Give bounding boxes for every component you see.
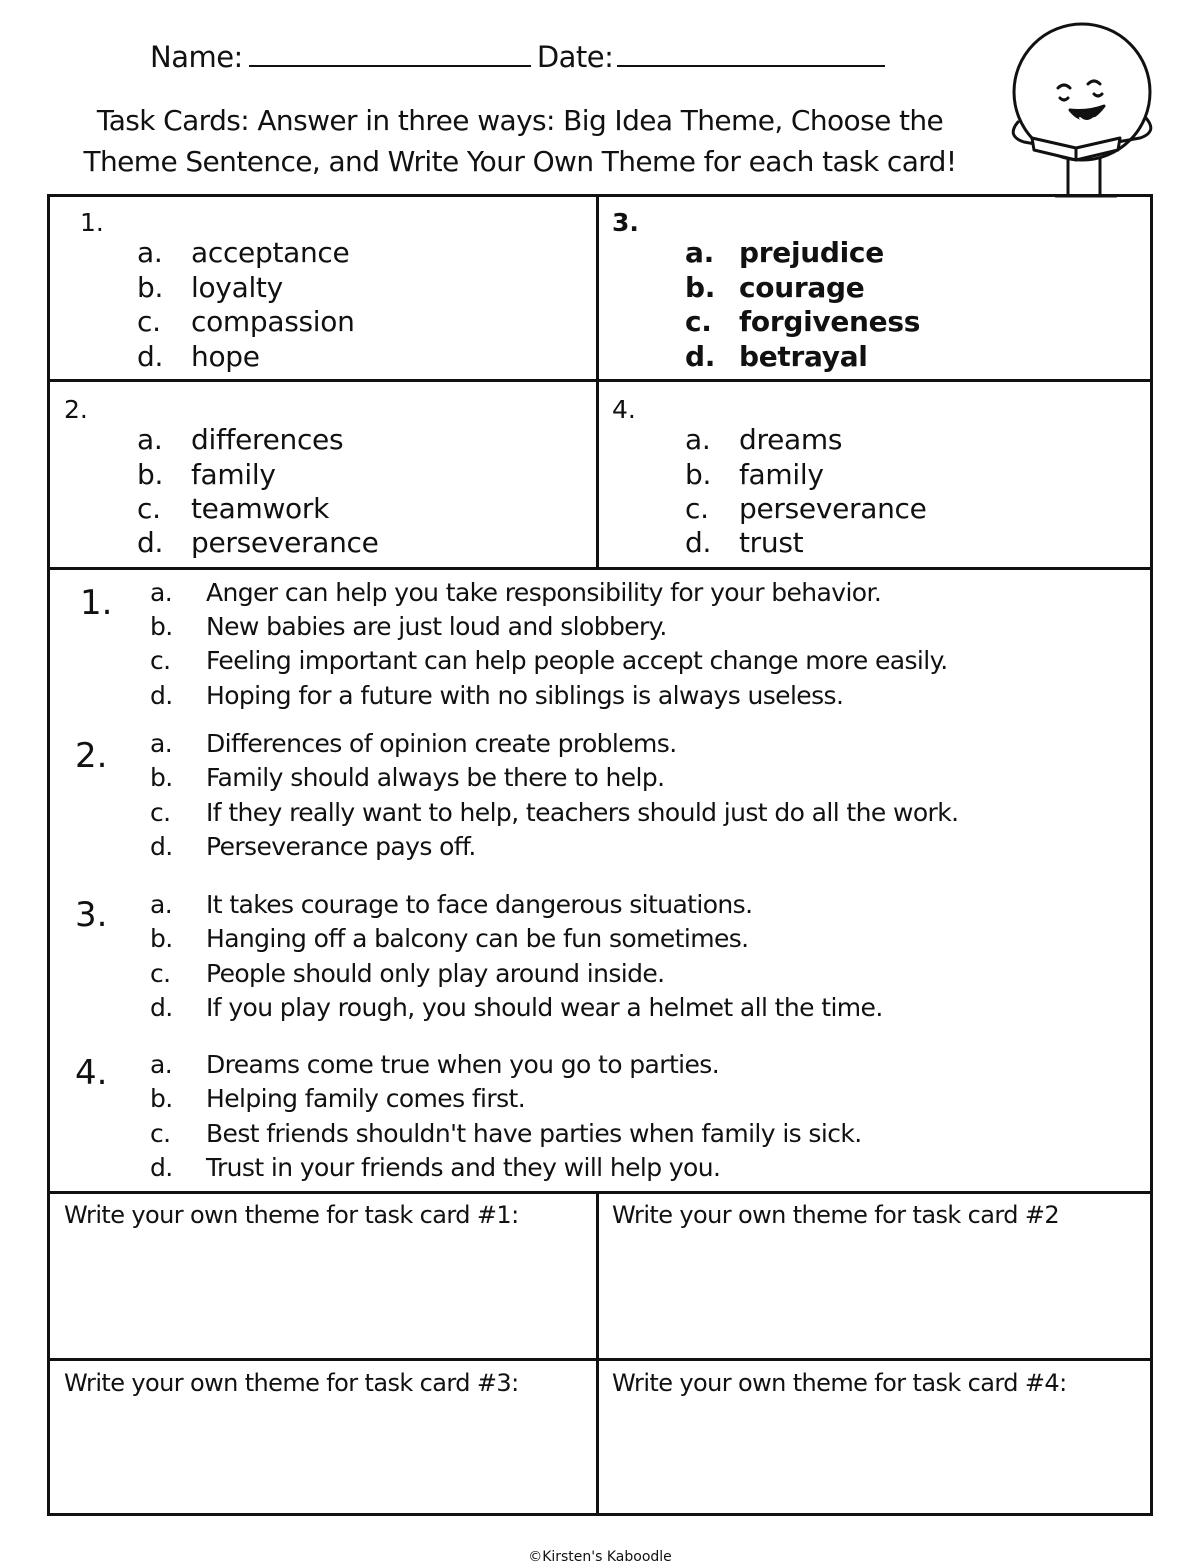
theme-sentence-option[interactable]: a. Dreams come true when you go to parties. xyxy=(150,1050,720,1079)
big-idea-option[interactable]: b. family xyxy=(137,458,276,491)
theme-sentence-option[interactable]: c. If they really want to help, teachers should just do all the work. xyxy=(150,798,959,827)
write-theme-prompt-1: Write your own theme for task card #1: xyxy=(64,1201,519,1229)
big-idea-option[interactable]: b. loyalty xyxy=(137,271,283,304)
big-idea-divider-horizontal xyxy=(47,379,1153,382)
big-idea-number: 3. xyxy=(612,208,639,237)
big-idea-option[interactable]: d. betrayal xyxy=(685,340,868,373)
theme-sentence-option[interactable]: d. Perseverance pays off. xyxy=(150,832,476,861)
write-theme-prompt-4: Write your own theme for task card #4: xyxy=(612,1369,1067,1397)
theme-sentence-number: 2. xyxy=(75,736,108,776)
date-blank[interactable] xyxy=(617,59,885,67)
date-label: Date: xyxy=(536,40,614,74)
theme-sentence-option[interactable]: c. Feeling important can help people accept change more easily. xyxy=(150,646,948,675)
name-blank[interactable] xyxy=(249,59,531,67)
theme-sentence-option[interactable]: a. Differences of opinion create problems. xyxy=(150,729,677,758)
copyright-footer: ©Kirsten's Kaboodle xyxy=(528,1549,672,1565)
big-idea-divider-vertical xyxy=(596,194,599,570)
theme-sentence-option[interactable]: d. If you play rough, you should wear a helmet all the time. xyxy=(150,993,883,1022)
theme-sentence-option[interactable]: b. Family should always be there to help. xyxy=(150,763,665,792)
theme-sentence-option[interactable]: b. Helping family comes first. xyxy=(150,1084,526,1113)
theme-sentence-option[interactable]: c. People should only play around inside. xyxy=(150,959,665,988)
theme-sentence-option[interactable]: a. Anger can help you take responsibility for your behavior. xyxy=(150,578,882,607)
instructions-line-1: Task Cards: Answer in three ways: Big Idea Theme, Choose the xyxy=(96,104,944,137)
write-theme-answer-area-1[interactable] xyxy=(50,1240,596,1358)
big-idea-number: 1. xyxy=(80,208,104,237)
name-date-line xyxy=(150,40,885,74)
theme-sentence-option[interactable]: c. Best friends shouldn't have parties when family is sick. xyxy=(150,1119,862,1148)
big-idea-option[interactable]: b. family xyxy=(685,458,824,491)
big-idea-option[interactable]: d. hope xyxy=(137,340,260,373)
big-idea-option[interactable]: c. forgiveness xyxy=(685,305,921,338)
write-theme-answer-area-3[interactable] xyxy=(50,1408,596,1513)
big-idea-option[interactable]: a. dreams xyxy=(685,423,843,456)
name-label: Name: xyxy=(150,40,243,74)
theme-sentence-number: 4. xyxy=(75,1053,108,1093)
big-idea-option[interactable]: d. trust xyxy=(685,526,804,559)
big-idea-option[interactable]: d. perseverance xyxy=(137,526,379,559)
big-idea-option[interactable]: c. compassion xyxy=(137,305,355,338)
write-theme-answer-area-2[interactable] xyxy=(599,1240,1150,1358)
theme-sentence-number: 1. xyxy=(80,583,113,623)
big-idea-number: 4. xyxy=(612,395,636,424)
write-theme-prompt-3: Write your own theme for task card #3: xyxy=(64,1369,519,1397)
write-theme-prompt-2: Write your own theme for task card #2 xyxy=(612,1201,1060,1229)
big-idea-option[interactable]: c. perseverance xyxy=(685,492,927,525)
write-theme-answer-area-4[interactable] xyxy=(599,1408,1150,1513)
theme-sentence-option[interactable]: b. New babies are just loud and slobbery. xyxy=(150,612,667,641)
instructions-line-2: Theme Sentence, and Write Your Own Theme for each task card! xyxy=(83,145,957,178)
big-idea-option[interactable]: a. differences xyxy=(137,423,344,456)
instructions xyxy=(40,100,1000,182)
big-idea-option[interactable]: b. courage xyxy=(685,271,865,304)
big-idea-option[interactable]: a. prejudice xyxy=(685,236,884,269)
big-idea-option[interactable]: a. acceptance xyxy=(137,236,350,269)
big-idea-option[interactable]: c. teamwork xyxy=(137,492,329,525)
reading-ball-character-illustration xyxy=(1000,10,1160,200)
big-idea-number: 2. xyxy=(64,395,88,424)
theme-sentence-option[interactable]: a. It takes courage to face dangerous situations. xyxy=(150,890,753,919)
write-theme-divider-horizontal xyxy=(47,1358,1153,1361)
theme-sentence-number: 3. xyxy=(75,895,108,935)
theme-sentence-option[interactable]: d. Trust in your friends and they will help you. xyxy=(150,1153,721,1182)
theme-sentence-option[interactable]: b. Hanging off a balcony can be fun sometimes. xyxy=(150,924,749,953)
theme-sentence-option[interactable]: d. Hoping for a future with no siblings is always useless. xyxy=(150,681,844,710)
